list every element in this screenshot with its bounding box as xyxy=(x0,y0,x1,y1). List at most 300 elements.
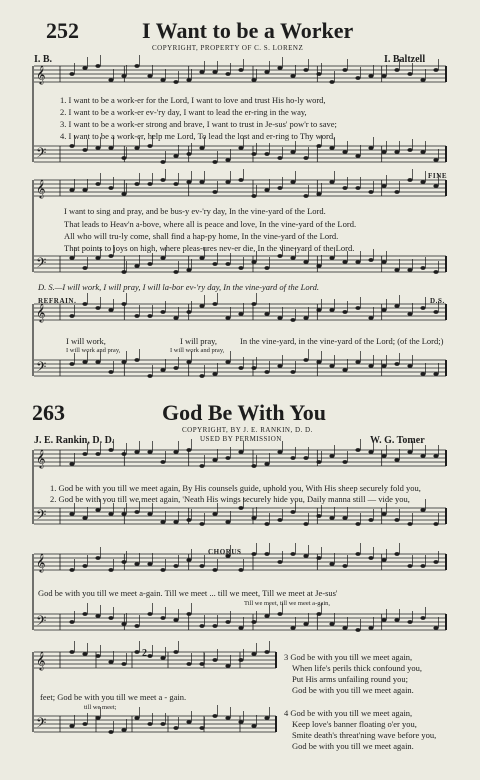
note-head xyxy=(121,452,126,456)
note-head xyxy=(420,306,425,310)
note-head xyxy=(186,558,191,562)
note-head xyxy=(342,260,347,264)
note-head xyxy=(394,552,399,556)
note-head xyxy=(251,302,256,306)
note-head xyxy=(238,146,243,150)
note-head xyxy=(394,458,399,462)
note-head xyxy=(290,510,295,514)
note-head xyxy=(212,262,217,266)
note-head xyxy=(264,370,269,374)
note-head xyxy=(238,312,243,316)
treble-clef-icon: 𝄞 xyxy=(36,65,46,84)
note-head xyxy=(238,178,243,182)
note-head xyxy=(95,306,100,310)
note-head xyxy=(342,626,347,630)
note-head xyxy=(381,618,386,622)
note-head xyxy=(381,308,386,312)
note-head xyxy=(160,568,165,572)
treble-clef-icon: 𝄞 xyxy=(36,449,46,468)
note-head xyxy=(212,568,217,572)
verse-line: 3. I want to be a work-er strong and brave, I want to trust in Je-sus' pow'r to save; xyxy=(60,119,337,129)
note-head xyxy=(199,564,204,568)
note-head xyxy=(290,370,295,374)
chorus-text: feet; God be with you till we meet a - gain. xyxy=(40,692,187,702)
note-head xyxy=(420,78,425,82)
note-head xyxy=(407,72,412,76)
note-head xyxy=(160,310,165,314)
note-head xyxy=(134,650,139,654)
fine-label: FINE xyxy=(428,172,448,180)
note-head xyxy=(69,724,74,728)
note-head xyxy=(95,64,100,68)
note-head xyxy=(82,188,87,192)
note-head xyxy=(173,316,178,320)
note-head xyxy=(290,626,295,630)
copyright: COPYRIGHT, PROPERTY OF C. S. LORENZ xyxy=(152,44,304,52)
note-head xyxy=(355,306,360,310)
note-head xyxy=(147,612,152,616)
note-head xyxy=(368,518,373,522)
note-head xyxy=(251,516,256,520)
note-head xyxy=(290,552,295,556)
note-head xyxy=(316,192,321,196)
note-head xyxy=(316,144,321,148)
note-head xyxy=(303,156,308,160)
note-head xyxy=(173,182,178,186)
note-head xyxy=(121,302,126,306)
note-head xyxy=(238,450,243,454)
note-head xyxy=(381,74,386,78)
note-head xyxy=(316,556,321,560)
note-head xyxy=(173,154,178,158)
note-head xyxy=(160,256,165,260)
note-head xyxy=(316,308,321,312)
note-head xyxy=(420,564,425,568)
note-head xyxy=(329,80,334,84)
note-head xyxy=(121,622,126,626)
refrain-label: REFRAIN. xyxy=(38,297,77,305)
note-head xyxy=(368,626,373,630)
note-head xyxy=(264,266,269,270)
note-head xyxy=(69,362,74,366)
note-head xyxy=(173,520,178,524)
note-head xyxy=(212,512,217,516)
note-head xyxy=(420,616,425,620)
note-head xyxy=(290,318,295,322)
hymn-title: God Be With You xyxy=(162,400,327,425)
note-head xyxy=(225,360,230,364)
note-head xyxy=(173,80,178,84)
note-head xyxy=(186,360,191,364)
note-head xyxy=(173,564,178,568)
note-head xyxy=(394,268,399,272)
note-head xyxy=(134,146,139,150)
note-head xyxy=(329,454,334,458)
note-head xyxy=(212,624,217,628)
note-head xyxy=(147,562,152,566)
note-head xyxy=(82,516,87,520)
note-head xyxy=(147,512,152,516)
note-head xyxy=(95,614,100,618)
note-head xyxy=(433,454,438,458)
note-head xyxy=(251,260,256,264)
note-head xyxy=(69,314,74,318)
note-head xyxy=(329,364,334,368)
note-head xyxy=(121,512,126,516)
note-head xyxy=(342,368,347,372)
note-head xyxy=(381,364,386,368)
note-head xyxy=(277,156,282,160)
note-head xyxy=(95,182,100,186)
note-head xyxy=(433,522,438,526)
bass-clef-icon: 𝄢 xyxy=(36,145,47,164)
bass-clef-icon: 𝄢 xyxy=(36,359,47,378)
note-head xyxy=(277,316,282,320)
verse-3 xyxy=(284,652,422,696)
note-head xyxy=(199,70,204,74)
note-head xyxy=(147,450,152,454)
composer: W. G. Tomer xyxy=(370,435,425,446)
note-head xyxy=(368,74,373,78)
note-head xyxy=(381,558,386,562)
note-head xyxy=(82,612,87,616)
note-head xyxy=(225,716,230,720)
note-head xyxy=(173,450,178,454)
note-head xyxy=(316,514,321,518)
note-head xyxy=(277,612,282,616)
note-head xyxy=(108,186,113,190)
note-head xyxy=(69,650,74,654)
note-head xyxy=(368,450,373,454)
verse-line: God be with you till we meet again. xyxy=(292,685,414,695)
note-head xyxy=(147,374,152,378)
note-head xyxy=(121,270,126,274)
note-head xyxy=(316,264,321,268)
note-head xyxy=(342,564,347,568)
bass-clef-icon: 𝄢 xyxy=(36,613,47,632)
note-head xyxy=(108,308,113,312)
note-head xyxy=(69,462,74,466)
note-head xyxy=(82,564,87,568)
note-head xyxy=(303,316,308,320)
note-head xyxy=(212,458,217,462)
refrain-text: I will work and pray, xyxy=(170,347,225,354)
permission: USED BY PERMISSION xyxy=(200,435,282,443)
note-head xyxy=(121,360,126,364)
note-head xyxy=(238,266,243,270)
note-head xyxy=(342,516,347,520)
hymn-title: I Want to be a Worker xyxy=(142,18,354,43)
note-head xyxy=(186,78,191,82)
note-head xyxy=(173,618,178,622)
note-head xyxy=(225,158,230,162)
note-head xyxy=(82,452,87,456)
note-head xyxy=(186,662,191,666)
note-head xyxy=(186,180,191,184)
refrain-text: I will pray, xyxy=(180,336,217,346)
note-head xyxy=(199,304,204,308)
verse-line: Keep love's banner floating o'er you, xyxy=(292,719,417,729)
chorus-text: till we meet; xyxy=(84,704,117,711)
note-head xyxy=(407,522,412,526)
verse-line: That leads to Heav'n a-bove, where all is peace and love, In the vine-yard of the Lord. xyxy=(64,219,357,229)
note-head xyxy=(186,720,191,724)
note-head xyxy=(147,654,152,658)
chorus-text: God be with you till we meet a-gain. Till we meet ... till we meet, Till we meet at Je-sus' xyxy=(38,588,338,598)
note-head xyxy=(368,364,373,368)
note-head xyxy=(420,150,425,154)
note-head xyxy=(394,150,399,154)
note-head xyxy=(95,508,100,512)
note-head xyxy=(316,612,321,616)
note-head xyxy=(95,360,100,364)
note-head xyxy=(108,78,113,82)
note-head xyxy=(355,522,360,526)
note-head xyxy=(290,74,295,78)
note-head xyxy=(147,182,152,186)
verse-line: 2. God be with you till we meet again, 'Neath His wings securely hide you, Daily manna still — vide you, xyxy=(50,494,410,504)
note-head xyxy=(160,368,165,372)
note-head xyxy=(225,180,230,184)
verse-line: 2. I want to be a work-er ev-'ry day, I want to lead the er-ring in the way, xyxy=(60,107,307,117)
note-head xyxy=(186,612,191,616)
note-head xyxy=(69,256,74,260)
note-head xyxy=(199,180,204,184)
note-head xyxy=(355,360,360,364)
note-head xyxy=(251,652,256,656)
note-head xyxy=(355,448,360,452)
note-head xyxy=(407,312,412,316)
note-head xyxy=(173,366,178,370)
note-head xyxy=(420,454,425,458)
note-head xyxy=(238,720,243,724)
note-head xyxy=(433,310,438,314)
note-head xyxy=(368,190,373,194)
note-head xyxy=(342,460,347,464)
note-head xyxy=(420,266,425,270)
note-head xyxy=(173,726,178,730)
note-head xyxy=(381,260,386,264)
note-head xyxy=(381,512,386,516)
note-head xyxy=(134,314,139,318)
note-head xyxy=(82,722,87,726)
note-head xyxy=(264,522,269,526)
note-head xyxy=(251,194,256,198)
note-head xyxy=(199,374,204,378)
treble-clef-icon: 𝄞 xyxy=(36,651,46,670)
note-head xyxy=(121,192,126,196)
note-head xyxy=(121,662,126,666)
note-head xyxy=(69,512,74,516)
note-head xyxy=(342,310,347,314)
note-head xyxy=(238,568,243,572)
note-head xyxy=(108,660,113,664)
verse-line: I want to sing and pray, and be bus-y ev-'ry day, In the vine-yard of the Lord. xyxy=(64,206,326,216)
note-head xyxy=(329,146,334,150)
note-head xyxy=(407,620,412,624)
note-head xyxy=(277,186,282,190)
note-head xyxy=(121,560,126,564)
note-head xyxy=(238,626,243,630)
note-head xyxy=(277,66,282,70)
treble-clef-icon: 𝄞 xyxy=(36,179,46,198)
note-head xyxy=(186,448,191,452)
note-head xyxy=(329,256,334,260)
note-head xyxy=(394,518,399,522)
note-head xyxy=(277,364,282,368)
note-head xyxy=(368,258,373,262)
note-head xyxy=(277,518,282,522)
note-head xyxy=(147,262,152,266)
note-head xyxy=(407,268,412,272)
refrain-text: In the vine-yard, in the vine-yard of the Lord; (of the Lord;) xyxy=(240,336,444,346)
note-head xyxy=(199,662,204,666)
note-head xyxy=(160,160,165,164)
note-head xyxy=(108,568,113,572)
note-head xyxy=(264,188,269,192)
note-head xyxy=(264,462,269,466)
note-head xyxy=(225,72,230,76)
note-head xyxy=(95,256,100,260)
note-head xyxy=(433,184,438,188)
note-head xyxy=(238,506,243,510)
bass-clef-icon: 𝄢 xyxy=(36,715,47,734)
note-head xyxy=(199,726,204,730)
note-head xyxy=(225,262,230,266)
note-head xyxy=(82,652,87,656)
verse-line: 1. God be with you till we meet again, By His counsels guide, uphold you, With His sheep securely fold you, xyxy=(50,483,421,493)
refrain-text: I will work and pray, xyxy=(66,347,121,354)
note-head xyxy=(160,460,165,464)
note-head xyxy=(238,68,243,72)
note-head xyxy=(407,178,412,182)
note-head xyxy=(407,450,412,454)
note-head xyxy=(238,658,243,662)
note-head xyxy=(186,310,191,314)
note-head xyxy=(82,66,87,70)
note-head xyxy=(134,624,139,628)
note-head xyxy=(225,520,230,524)
note-head xyxy=(160,520,165,524)
note-head xyxy=(82,360,87,364)
note-head xyxy=(251,366,256,370)
note-head xyxy=(277,254,282,258)
note-head xyxy=(147,722,152,726)
note-head xyxy=(95,556,100,560)
note-head xyxy=(147,314,152,318)
note-head xyxy=(238,366,243,370)
note-head xyxy=(186,152,191,156)
note-head xyxy=(160,78,165,82)
verse-line: 4. I want to be a work-er, help me Lord, To lead the lost and er-ring to Thy word, xyxy=(60,131,336,141)
note-head xyxy=(407,364,412,368)
note-head xyxy=(251,552,256,556)
note-head xyxy=(316,72,321,76)
note-head xyxy=(212,658,217,662)
note-head xyxy=(199,522,204,526)
note-head xyxy=(95,452,100,456)
note-head xyxy=(381,150,386,154)
note-head xyxy=(160,616,165,620)
note-head xyxy=(69,72,74,76)
note-head xyxy=(173,270,178,274)
note-head xyxy=(303,358,308,362)
note-head xyxy=(290,150,295,154)
note-head xyxy=(69,568,74,572)
note-head xyxy=(329,622,334,626)
ds-label: D.S. xyxy=(430,297,445,305)
note-head xyxy=(225,456,230,460)
chorus-label: CHORUS xyxy=(208,548,242,556)
note-head xyxy=(160,178,165,182)
note-head xyxy=(303,522,308,526)
note-head xyxy=(134,182,139,186)
note-head xyxy=(355,260,360,264)
note-head xyxy=(394,304,399,308)
note-head xyxy=(108,512,113,516)
chorus-text: Till we meet, till we meet a-gain, xyxy=(244,600,331,607)
note-head xyxy=(290,180,295,184)
note-head xyxy=(212,302,217,306)
verse-line: All who will tru-ly come, shall find a hap-py home, In the vine-yard of the Lord. xyxy=(64,231,339,241)
note-head xyxy=(225,316,230,320)
note-head xyxy=(433,68,438,72)
note-head xyxy=(225,620,230,624)
note-head xyxy=(316,460,321,464)
note-head xyxy=(212,70,217,74)
note-head xyxy=(303,622,308,626)
hymn-number: 252 xyxy=(46,18,79,43)
verse-4 xyxy=(284,708,436,752)
note-head xyxy=(277,450,282,454)
copyright: COPYRIGHT, BY J. E. RANKIN, D. D. xyxy=(182,426,313,434)
note-head xyxy=(134,64,139,68)
note-head xyxy=(407,564,412,568)
note-head xyxy=(303,260,308,264)
note-head xyxy=(303,194,308,198)
refrain-text: I will work, xyxy=(66,336,106,346)
note-head xyxy=(342,68,347,72)
note-head xyxy=(420,180,425,184)
note-head xyxy=(108,730,113,734)
note-head xyxy=(134,450,139,454)
note-head xyxy=(264,650,269,654)
author: J. E. Rankin, D. D. xyxy=(34,435,115,446)
note-head xyxy=(303,68,308,72)
note-head xyxy=(95,146,100,150)
ending-number: 2 xyxy=(142,648,147,659)
note-head xyxy=(264,614,269,618)
treble-clef-icon: 𝄞 xyxy=(36,303,46,322)
note-head xyxy=(290,256,295,260)
ds-line: D. S.—I will work, I will pray, I will la-bor ev-'ry day, In the vine-yard of the Lord. xyxy=(38,282,319,292)
note-head xyxy=(199,624,204,628)
note-head xyxy=(121,728,126,732)
note-head xyxy=(69,188,74,192)
note-head xyxy=(264,716,269,720)
note-head xyxy=(303,456,308,460)
author: I. B. xyxy=(34,54,53,65)
composer: I. Baltzell xyxy=(384,54,426,65)
note-head xyxy=(264,552,269,556)
bass-clef-icon: 𝄢 xyxy=(36,255,47,274)
note-head xyxy=(433,270,438,274)
note-head xyxy=(160,656,165,660)
note-head xyxy=(355,76,360,80)
note-head xyxy=(303,554,308,558)
note-head xyxy=(186,518,191,522)
note-head xyxy=(173,650,178,654)
